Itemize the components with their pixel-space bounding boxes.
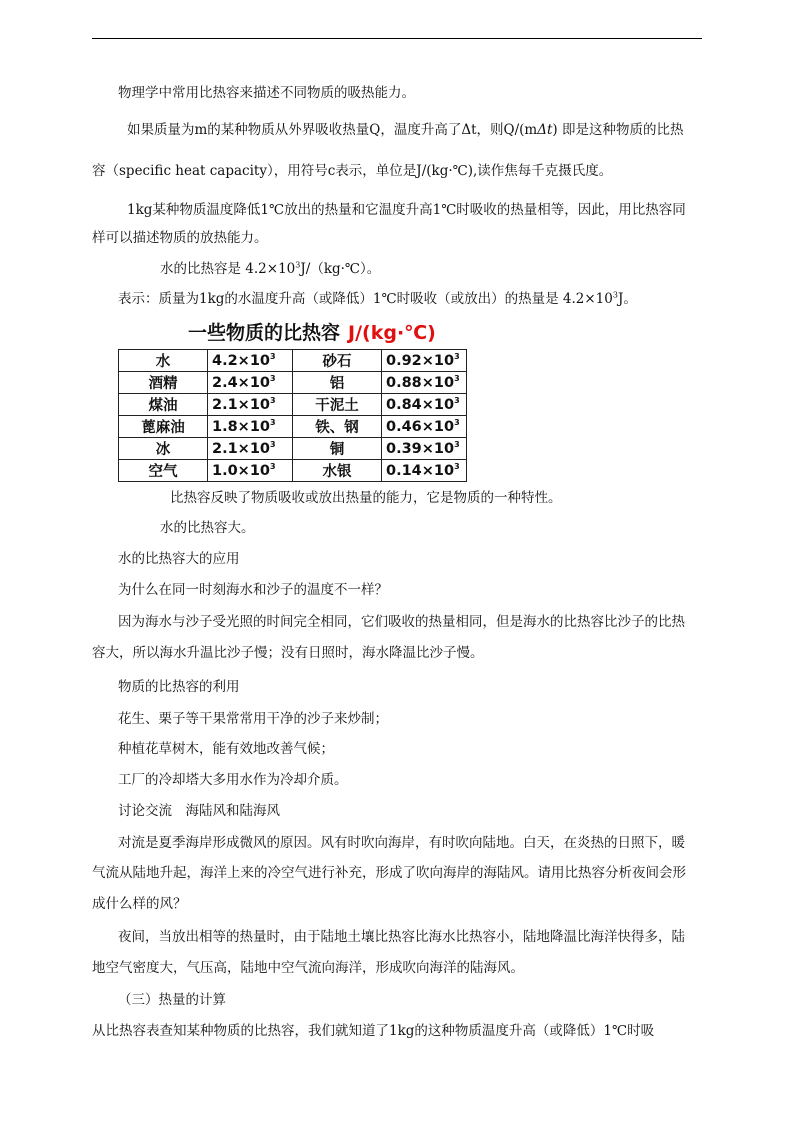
paragraph: 因为海水与沙子受光照的时间完全相同，它们吸收的热量相同，但是海水的比热容比沙子的比热 bbox=[118, 614, 685, 630]
substance-name: 冰 bbox=[119, 438, 208, 460]
substance-name: 干泥土 bbox=[293, 394, 382, 416]
value-exponent: 3 bbox=[454, 373, 460, 383]
value-exponent: 3 bbox=[454, 351, 460, 361]
value-text: 0.14×10 bbox=[386, 462, 455, 479]
substance-name: 砂石 bbox=[293, 350, 382, 372]
paragraph: 种植花草树木，能有效地改善气候； bbox=[118, 741, 334, 757]
heat-value bbox=[382, 394, 467, 416]
text-segment: J。 bbox=[617, 291, 637, 307]
text-segment: J/（kg·℃）。 bbox=[300, 261, 381, 277]
heat-value bbox=[382, 372, 467, 394]
paragraph: 水的比热容大。 bbox=[160, 520, 255, 536]
paragraph: 花生、栗子等干果常常用干净的沙子来炒制； bbox=[118, 711, 388, 727]
paragraph: 比热容反映了物质吸收或放出热量的能力，它是物质的一种特性。 bbox=[170, 490, 562, 506]
paragraph bbox=[127, 121, 683, 139]
heat-value bbox=[208, 350, 293, 372]
value-text: 0.46×10 bbox=[386, 418, 455, 435]
table-unit: J/(kg·℃) bbox=[348, 322, 436, 344]
table-row bbox=[119, 350, 467, 372]
heat-value bbox=[208, 372, 293, 394]
table-row bbox=[119, 438, 467, 460]
heat-value bbox=[208, 416, 293, 438]
paragraph: 为什么在同一时刻海水和沙子的温度不一样？ bbox=[118, 582, 388, 598]
substance-name: 水银 bbox=[293, 460, 382, 482]
paragraph: 成什么样的风？ bbox=[92, 896, 187, 912]
section-heading: 讨论交流 海陆风和陆海风 bbox=[118, 803, 280, 819]
value-text: 4.2×10 bbox=[212, 352, 271, 369]
value-exponent: 3 bbox=[454, 439, 460, 449]
value-exponent: 3 bbox=[270, 417, 276, 427]
paragraph: 容大，所以海水升温比沙子慢；没有日照时，海水降温比沙子慢。 bbox=[92, 645, 484, 661]
heat-value bbox=[208, 438, 293, 460]
heat-value bbox=[382, 416, 467, 438]
value-exponent: 3 bbox=[454, 395, 460, 405]
specific-heat-table bbox=[118, 349, 467, 482]
table-row bbox=[119, 460, 467, 482]
value-text: 0.84×10 bbox=[386, 396, 455, 413]
value-text: 1.0×10 bbox=[212, 462, 271, 479]
paragraph: 气流从陆地升起，海洋上来的冷空气进行补充，形成了吹向海岸的海陆风。请用比热容分析夜间会形 bbox=[92, 865, 686, 881]
substance-name: 蓖麻油 bbox=[119, 416, 208, 438]
table-row bbox=[119, 394, 467, 416]
heat-value bbox=[208, 460, 293, 482]
value-text: 0.92×10 bbox=[386, 352, 455, 369]
value-text: 1.8×10 bbox=[212, 418, 271, 435]
substance-name: 水 bbox=[119, 350, 208, 372]
text-segment: 表示：质量为1kg的水温度升高（或降低）1℃时吸收（或放出）的热量是 4.2×10 bbox=[118, 291, 613, 307]
superscript: 3 bbox=[295, 260, 301, 270]
paragraph: 容（specific heat capacity），用符号c表示，单位是J/(kg·℃),读作焦每千克摄氏度。 bbox=[92, 163, 613, 179]
section-heading: （三）热量的计算 bbox=[118, 992, 226, 1008]
value-text: 2.1×10 bbox=[212, 396, 271, 413]
paragraph: 对流是夏季海岸形成微风的原因。风有时吹向海岸，有时吹向陆地。白天，在炎热的日照下，暖 bbox=[118, 835, 685, 851]
heat-value bbox=[382, 350, 467, 372]
heat-value bbox=[382, 438, 467, 460]
paragraph: 从比热容表查知某种物质的比热容，我们就知道了1kg的这种物质温度升高（或降低）1℃时吸 bbox=[92, 1023, 655, 1039]
value-exponent: 3 bbox=[270, 439, 276, 449]
paragraph: 地空气密度大，气压高，陆地中空气流向海洋，形成吹向海洋的陆海风。 bbox=[92, 960, 524, 976]
section-heading: 水的比热容大的应用 bbox=[118, 551, 240, 567]
heat-value bbox=[208, 394, 293, 416]
paragraph: 样可以描述物质的放热能力。 bbox=[92, 230, 268, 246]
paragraph: 物理学中常用比热容来描述不同物质的吸热能力。 bbox=[118, 85, 415, 101]
text-segment: 水的比热容是 4.2×10 bbox=[160, 261, 296, 277]
substance-name: 酒精 bbox=[119, 372, 208, 394]
paragraph bbox=[118, 290, 637, 308]
paragraph bbox=[160, 260, 380, 278]
value-exponent: 3 bbox=[270, 351, 276, 361]
value-exponent: 3 bbox=[270, 461, 276, 471]
paragraph: 1kg某种物质温度降低1℃放出的热量和它温度升高1℃时吸收的热量相等，因此，用比热容同 bbox=[127, 202, 686, 218]
value-text: 0.88×10 bbox=[386, 374, 455, 391]
substance-name: 铁、钢 bbox=[293, 416, 382, 438]
heat-value bbox=[382, 460, 467, 482]
text-segment: ) 即是这种物质的比热 bbox=[552, 122, 684, 138]
text-segment: 如果质量为m的某种物质从外界吸收热量Q，温度升高了Δt，则Q/(m bbox=[127, 122, 538, 138]
value-exponent: 3 bbox=[270, 395, 276, 405]
paragraph: 夜间，当放出相等的热量时，由于陆地土壤比热容比海水比热容小，陆地降温比海洋快得多，陆 bbox=[118, 929, 685, 945]
paragraph: 工厂的冷却塔大多用水作为冷却介质。 bbox=[118, 772, 348, 788]
table-title bbox=[188, 318, 436, 345]
value-exponent: 3 bbox=[270, 373, 276, 383]
section-heading: 物质的比热容的利用 bbox=[118, 679, 240, 695]
text-segment: Δt bbox=[537, 122, 553, 138]
value-exponent: 3 bbox=[454, 417, 460, 427]
substance-name: 煤油 bbox=[119, 394, 208, 416]
value-text: 2.1×10 bbox=[212, 440, 271, 457]
value-exponent: 3 bbox=[454, 461, 460, 471]
table-row bbox=[119, 416, 467, 438]
header-rule bbox=[92, 38, 702, 39]
substance-name: 空气 bbox=[119, 460, 208, 482]
substance-name: 铝 bbox=[293, 372, 382, 394]
table-title-text: 一些物质的比热容 bbox=[188, 322, 341, 344]
substance-name: 铜 bbox=[293, 438, 382, 460]
value-text: 0.39×10 bbox=[386, 440, 455, 457]
superscript: 3 bbox=[612, 290, 618, 300]
table-row bbox=[119, 372, 467, 394]
value-text: 2.4×10 bbox=[212, 374, 271, 391]
